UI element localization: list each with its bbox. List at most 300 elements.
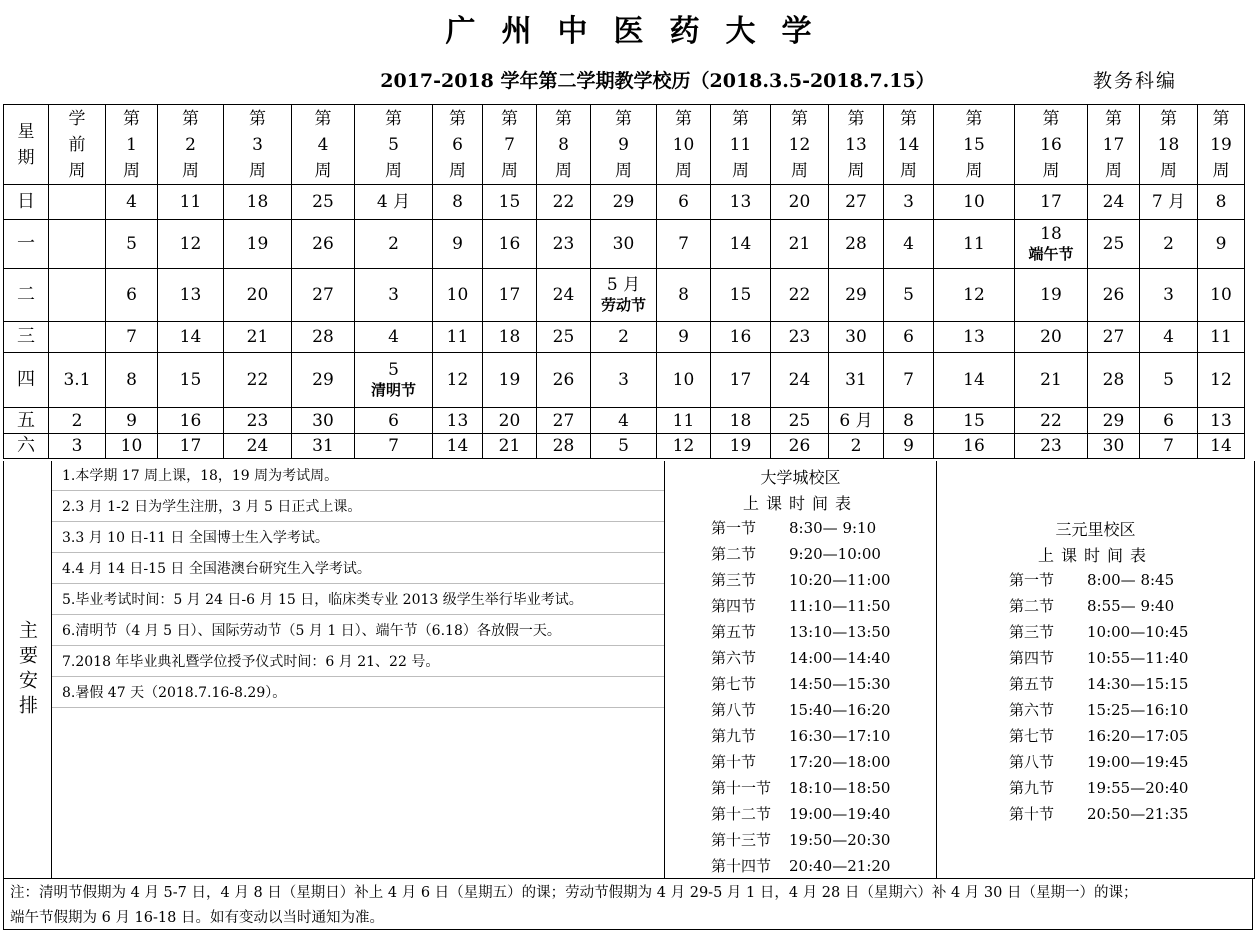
week-header-text: 12 xyxy=(788,134,811,155)
week-header-text: 2 xyxy=(185,134,196,155)
schedule-subtitle: 上课时间表 xyxy=(742,494,858,513)
date-value: 12 xyxy=(446,370,469,390)
date-value: 20 xyxy=(246,285,269,305)
date-cell xyxy=(292,269,355,322)
date-value: 4 xyxy=(618,410,629,431)
date-value: 17 xyxy=(729,370,752,390)
week-header-text: 周 xyxy=(249,160,266,181)
period-row xyxy=(711,855,890,876)
date-cell xyxy=(433,269,483,322)
period-name: 第九节 xyxy=(1009,779,1055,797)
week-header-cell xyxy=(1198,105,1245,185)
date-cell xyxy=(1015,353,1088,408)
period-name: 第九节 xyxy=(711,727,757,745)
date-value: 3 xyxy=(71,436,83,456)
period-time: 19:50—20:30 xyxy=(789,831,891,849)
date-cell xyxy=(657,185,711,220)
date-value: 6 月 xyxy=(839,410,873,431)
date-value: 14 xyxy=(179,327,202,347)
date-cell xyxy=(657,322,711,353)
date-value: 9 xyxy=(452,234,463,254)
date-cell xyxy=(537,408,591,434)
date-cell xyxy=(1015,269,1088,322)
date-value: 13 xyxy=(446,410,469,431)
period-row xyxy=(711,673,890,694)
period-row xyxy=(1009,699,1188,720)
date-cell xyxy=(1198,434,1245,459)
holiday-label: 端午节 xyxy=(1028,245,1074,263)
period-name: 第一节 xyxy=(1009,571,1055,589)
date-cell xyxy=(292,408,355,434)
date-value: 2 xyxy=(71,410,83,431)
week-header-cell xyxy=(292,105,355,185)
week-header-text: 第 xyxy=(1160,108,1177,129)
date-value: 7 xyxy=(388,436,399,456)
week-header-text: 第 xyxy=(249,108,266,129)
date-value: 31 xyxy=(845,370,867,390)
date-cell xyxy=(771,408,829,434)
date-value: 24 xyxy=(1102,192,1125,212)
date-cell xyxy=(224,408,292,434)
week-header-text: 周 xyxy=(449,160,466,181)
week-header-text: 第 xyxy=(900,108,917,129)
date-cell xyxy=(934,269,1015,322)
date-value: 27 xyxy=(552,410,575,431)
week-header-text: 第 xyxy=(385,108,402,129)
date-cell xyxy=(1198,322,1245,353)
period-name: 第四节 xyxy=(711,597,757,615)
week-header-text: 周 xyxy=(965,160,983,181)
period-time: 14:30—15:15 xyxy=(1087,675,1189,693)
week-header-text: 周 xyxy=(1212,160,1230,181)
period-name: 第五节 xyxy=(711,623,757,641)
week-header-text: 周 xyxy=(314,160,332,181)
week-header-text: 11 xyxy=(729,134,752,155)
day-row xyxy=(4,434,1245,459)
date-cell xyxy=(884,322,934,353)
date-cell xyxy=(771,434,829,459)
date-value: 19 xyxy=(729,436,752,456)
date-cell xyxy=(355,353,433,408)
date-value: 6 xyxy=(126,285,137,305)
week-header-text: 第 xyxy=(732,108,749,129)
date-cell xyxy=(433,408,483,434)
week-header-text: 18 xyxy=(1157,134,1180,155)
day-row xyxy=(4,408,1245,434)
date-value: 7 xyxy=(678,234,689,254)
schedule-title: 三元里校区 xyxy=(1055,520,1136,539)
date-value: 21 xyxy=(498,436,521,456)
week-header-text: 16 xyxy=(1040,134,1062,155)
date-cell xyxy=(657,434,711,459)
date-value: 5 xyxy=(388,360,399,380)
date-cell xyxy=(934,322,1015,353)
week-header-text: 第 xyxy=(965,108,983,129)
period-name: 第六节 xyxy=(711,649,757,667)
week-header-text: 15 xyxy=(963,134,985,155)
date-value: 4 xyxy=(903,234,914,254)
period-time: 13:10—13:50 xyxy=(789,623,891,641)
date-value: 30 xyxy=(1102,436,1125,456)
week-header-text: 前 xyxy=(68,134,86,155)
corner-cell xyxy=(4,105,49,185)
date-cell xyxy=(1140,408,1198,434)
date-value: 9 xyxy=(1215,234,1227,254)
weekday-label: 五 xyxy=(4,408,49,434)
date-cell xyxy=(657,220,711,269)
week-header-text: 周 xyxy=(1105,160,1122,181)
date-value: 26 xyxy=(788,436,811,456)
arrangement-item: 5.毕业考试时间：5 月 24 日-6 月 15 日，临床类专业 2013 级学生举行毕业考试。 xyxy=(52,585,664,615)
period-time: 8:30— 9:10 xyxy=(789,519,877,537)
date-cell xyxy=(106,408,158,434)
period-row xyxy=(1009,647,1188,668)
period-name: 第十节 xyxy=(1009,805,1055,823)
date-cell xyxy=(1140,322,1198,353)
week-header-cell xyxy=(106,105,158,185)
date-cell xyxy=(829,269,884,322)
date-cell xyxy=(483,408,537,434)
period-time: 10:55—11:40 xyxy=(1087,649,1189,667)
period-time: 15:25—16:10 xyxy=(1087,701,1189,719)
date-cell xyxy=(224,185,292,220)
weekday-label: 四 xyxy=(4,353,49,408)
period-row xyxy=(1009,595,1174,616)
footnote-line: 注：清明节假期为 4 月 5-7 日，4 月 8 日（星期日）补上 4 月 6 日（星期五）的课；劳动节假期为 4 月 29-5 月 1 日，4 月 28 日（星期六）补 4 月 30 日（星期一）的课； xyxy=(10,885,1138,901)
date-value: 6 xyxy=(678,192,689,212)
week-header-cell xyxy=(1140,105,1198,185)
date-value: 17 xyxy=(1040,192,1062,212)
date-value: 9 xyxy=(678,327,689,347)
date-cell xyxy=(1088,434,1140,459)
week-header-text: 周 xyxy=(123,160,140,181)
date-value: 25 xyxy=(552,327,575,347)
week-header-text: 4 xyxy=(317,134,329,155)
week-header-cell xyxy=(433,105,483,185)
date-value: 29 xyxy=(312,370,334,390)
date-cell xyxy=(591,269,657,322)
period-time: 9:20—10:00 xyxy=(789,545,881,563)
date-cell xyxy=(158,220,224,269)
date-value: 4 xyxy=(388,327,399,347)
period-row xyxy=(711,777,890,798)
date-cell xyxy=(355,434,433,459)
week-header-cell xyxy=(224,105,292,185)
date-value: 13 xyxy=(963,327,985,347)
holiday-label: 劳动节 xyxy=(600,296,646,314)
date-value: 12 xyxy=(1210,370,1232,390)
date-cell xyxy=(1088,322,1140,353)
period-name: 第十节 xyxy=(711,753,757,771)
week-header-text: 第 xyxy=(1042,108,1060,129)
corner-char: 星 xyxy=(17,121,35,142)
date-cell xyxy=(49,269,106,322)
period-time: 11:10—11:50 xyxy=(789,597,891,615)
arrangements-label-cell xyxy=(4,461,52,878)
date-value: 7 xyxy=(1163,436,1174,456)
date-value: 29 xyxy=(1102,410,1125,431)
day-row xyxy=(4,322,1245,353)
date-value: 9 xyxy=(903,436,914,456)
date-value: 26 xyxy=(312,234,334,254)
date-value: 19 xyxy=(1040,285,1062,305)
date-cell xyxy=(934,408,1015,434)
week-header-text: 周 xyxy=(68,160,86,181)
week-header-cell xyxy=(49,105,106,185)
week-header-cell xyxy=(1088,105,1140,185)
schedule-title: 大学城校区 xyxy=(760,468,841,487)
date-value: 12 xyxy=(672,436,695,456)
period-name: 第七节 xyxy=(711,675,757,693)
period-row xyxy=(1009,803,1188,824)
week-header-text: 第 xyxy=(615,108,632,129)
date-value: 6 xyxy=(388,410,399,431)
date-cell xyxy=(537,269,591,322)
date-value: 30 xyxy=(312,410,334,431)
date-value: 13 xyxy=(729,192,752,212)
week-header-text: 6 xyxy=(452,134,463,155)
period-time: 8:55— 9:40 xyxy=(1087,597,1175,615)
date-value: 18 xyxy=(729,410,752,431)
date-value: 8 xyxy=(1215,192,1227,212)
date-cell xyxy=(829,353,884,408)
date-cell xyxy=(591,434,657,459)
period-name: 第四节 xyxy=(1009,649,1055,667)
date-value: 14 xyxy=(446,436,469,456)
date-cell xyxy=(1088,353,1140,408)
date-cell xyxy=(1140,269,1198,322)
period-row xyxy=(711,595,890,616)
date-value: 7 xyxy=(903,370,914,390)
date-cell xyxy=(355,322,433,353)
date-cell xyxy=(934,353,1015,408)
date-value: 11 xyxy=(1210,327,1232,347)
period-row xyxy=(711,621,890,642)
date-cell xyxy=(657,353,711,408)
date-value: 15 xyxy=(963,410,985,431)
calendar-table xyxy=(3,104,1245,459)
date-cell xyxy=(537,322,591,353)
week-header-text: 13 xyxy=(845,134,867,155)
period-time: 10:20—11:00 xyxy=(789,571,891,589)
date-cell xyxy=(433,322,483,353)
week-header-text: 周 xyxy=(791,160,808,181)
date-value: 28 xyxy=(1102,370,1125,390)
week-header-text: 第 xyxy=(1105,108,1122,129)
date-value: 29 xyxy=(845,285,867,305)
week-header-cell xyxy=(355,105,433,185)
date-cell xyxy=(1198,185,1245,220)
date-value: 18 xyxy=(1040,224,1062,244)
period-name: 第二节 xyxy=(711,545,757,563)
week-header-text: 周 xyxy=(385,160,402,181)
period-name: 第十三节 xyxy=(711,831,772,849)
date-value: 3.1 xyxy=(63,370,91,390)
holiday-label: 清明节 xyxy=(370,381,416,399)
date-cell xyxy=(49,322,106,353)
date-value: 19 xyxy=(498,370,521,390)
period-name: 第八节 xyxy=(711,701,757,719)
date-value: 27 xyxy=(845,192,867,212)
date-cell xyxy=(711,269,771,322)
date-cell xyxy=(158,353,224,408)
date-value: 8 xyxy=(452,192,463,212)
date-cell xyxy=(1198,220,1245,269)
date-cell xyxy=(106,220,158,269)
week-header-text: 5 xyxy=(388,134,399,155)
date-cell xyxy=(884,408,934,434)
week-header-text: 7 xyxy=(504,134,515,155)
date-value: 11 xyxy=(672,410,695,431)
date-cell xyxy=(591,408,657,434)
weekday-label: 三 xyxy=(4,322,49,353)
day-row xyxy=(4,185,1245,220)
date-value: 26 xyxy=(1102,285,1125,305)
date-cell xyxy=(158,185,224,220)
date-cell xyxy=(355,269,433,322)
date-cell xyxy=(829,220,884,269)
period-name: 第十二节 xyxy=(711,805,772,823)
date-value: 28 xyxy=(552,436,575,456)
schedule-subtitle: 上课时间表 xyxy=(1037,546,1153,565)
date-value: 16 xyxy=(963,436,985,456)
period-time: 19:00—19:40 xyxy=(789,805,891,823)
date-value: 6 xyxy=(1163,410,1174,431)
date-value: 16 xyxy=(498,234,521,254)
date-value: 31 xyxy=(312,436,334,456)
week-header-cell xyxy=(884,105,934,185)
date-value: 21 xyxy=(788,234,811,254)
date-cell xyxy=(591,353,657,408)
date-cell xyxy=(1015,434,1088,459)
weekday-label: 一 xyxy=(4,220,49,269)
date-cell xyxy=(106,434,158,459)
period-row xyxy=(711,647,890,668)
period-time: 8:00— 8:45 xyxy=(1087,571,1175,589)
date-cell xyxy=(483,220,537,269)
date-cell xyxy=(884,353,934,408)
date-value: 14 xyxy=(729,234,752,254)
date-cell xyxy=(292,220,355,269)
date-cell xyxy=(829,408,884,434)
week-header-cell xyxy=(483,105,537,185)
week-header-text: 8 xyxy=(558,134,569,155)
date-cell xyxy=(433,185,483,220)
page-title: 广州中医药大学 xyxy=(445,14,838,49)
week-header-text: 周 xyxy=(1160,160,1177,181)
date-cell xyxy=(1198,353,1245,408)
period-name: 第一节 xyxy=(711,519,757,537)
calendar-subtitle: 2017-2018 学年第二学期教学校历（2018.3.5-2018.7.15） xyxy=(380,70,935,92)
date-cell xyxy=(771,322,829,353)
date-value: 25 xyxy=(788,410,811,431)
date-value: 28 xyxy=(312,327,334,347)
date-value: 10 xyxy=(672,370,695,390)
date-value: 24 xyxy=(552,285,575,305)
date-value: 4 xyxy=(126,192,137,212)
date-cell xyxy=(1198,269,1245,322)
date-cell xyxy=(537,185,591,220)
date-value: 2 xyxy=(850,436,862,456)
date-cell xyxy=(224,269,292,322)
date-value: 15 xyxy=(729,285,752,305)
date-cell xyxy=(224,220,292,269)
period-row xyxy=(711,803,890,824)
date-value: 11 xyxy=(179,192,202,212)
date-cell xyxy=(884,185,934,220)
date-cell xyxy=(292,353,355,408)
period-row xyxy=(711,829,890,850)
period-row xyxy=(711,751,890,772)
date-value: 23 xyxy=(552,234,575,254)
date-cell xyxy=(224,434,292,459)
date-cell xyxy=(292,434,355,459)
date-cell xyxy=(158,434,224,459)
week-header-text: 17 xyxy=(1102,134,1125,155)
date-cell xyxy=(224,322,292,353)
date-value: 12 xyxy=(963,285,985,305)
period-time: 10:00—10:45 xyxy=(1087,623,1189,641)
date-cell xyxy=(224,353,292,408)
date-cell xyxy=(934,185,1015,220)
period-row xyxy=(711,699,890,720)
week-header-text: 第 xyxy=(791,108,808,129)
period-name: 第十四节 xyxy=(711,857,772,875)
week-header-text: 3 xyxy=(252,134,263,155)
date-value: 8 xyxy=(903,410,914,431)
date-value: 10 xyxy=(963,192,985,212)
date-cell xyxy=(292,185,355,220)
week-header-text: 学 xyxy=(68,108,86,129)
week-header-text: 第 xyxy=(123,108,140,129)
week-header-text: 9 xyxy=(618,134,629,155)
date-value: 10 xyxy=(120,436,143,456)
date-value: 16 xyxy=(729,327,752,347)
weekday-label: 日 xyxy=(4,185,49,220)
date-cell xyxy=(106,185,158,220)
date-cell xyxy=(537,434,591,459)
date-cell xyxy=(1015,408,1088,434)
week-header-cell xyxy=(537,105,591,185)
week-header-text: 周 xyxy=(900,160,917,181)
date-cell xyxy=(433,353,483,408)
week-header-text: 周 xyxy=(732,160,749,181)
date-value: 20 xyxy=(788,192,811,212)
arrangement-item: 8.暑假 47 天（2018.7.16-8.29）。 xyxy=(52,678,664,708)
date-cell xyxy=(49,408,106,434)
date-cell xyxy=(49,353,106,408)
date-value: 13 xyxy=(1210,410,1232,431)
week-header-cell xyxy=(934,105,1015,185)
date-cell xyxy=(483,185,537,220)
week-header-text: 周 xyxy=(182,160,199,181)
week-header-text: 周 xyxy=(675,160,692,181)
period-time: 20:50—21:35 xyxy=(1087,805,1189,823)
date-value: 3 xyxy=(618,370,629,390)
week-header-text: 19 xyxy=(1210,134,1232,155)
date-cell xyxy=(1088,408,1140,434)
date-cell xyxy=(355,408,433,434)
period-row xyxy=(711,725,890,746)
date-value: 17 xyxy=(498,285,521,305)
period-time: 16:20—17:05 xyxy=(1087,727,1189,745)
date-cell xyxy=(934,220,1015,269)
date-value: 3 xyxy=(388,285,399,305)
date-value: 5 xyxy=(618,436,629,456)
date-value: 4 月 xyxy=(376,192,411,212)
date-value: 5 月 xyxy=(606,275,641,295)
schedule-sanyuanli xyxy=(937,461,1254,878)
